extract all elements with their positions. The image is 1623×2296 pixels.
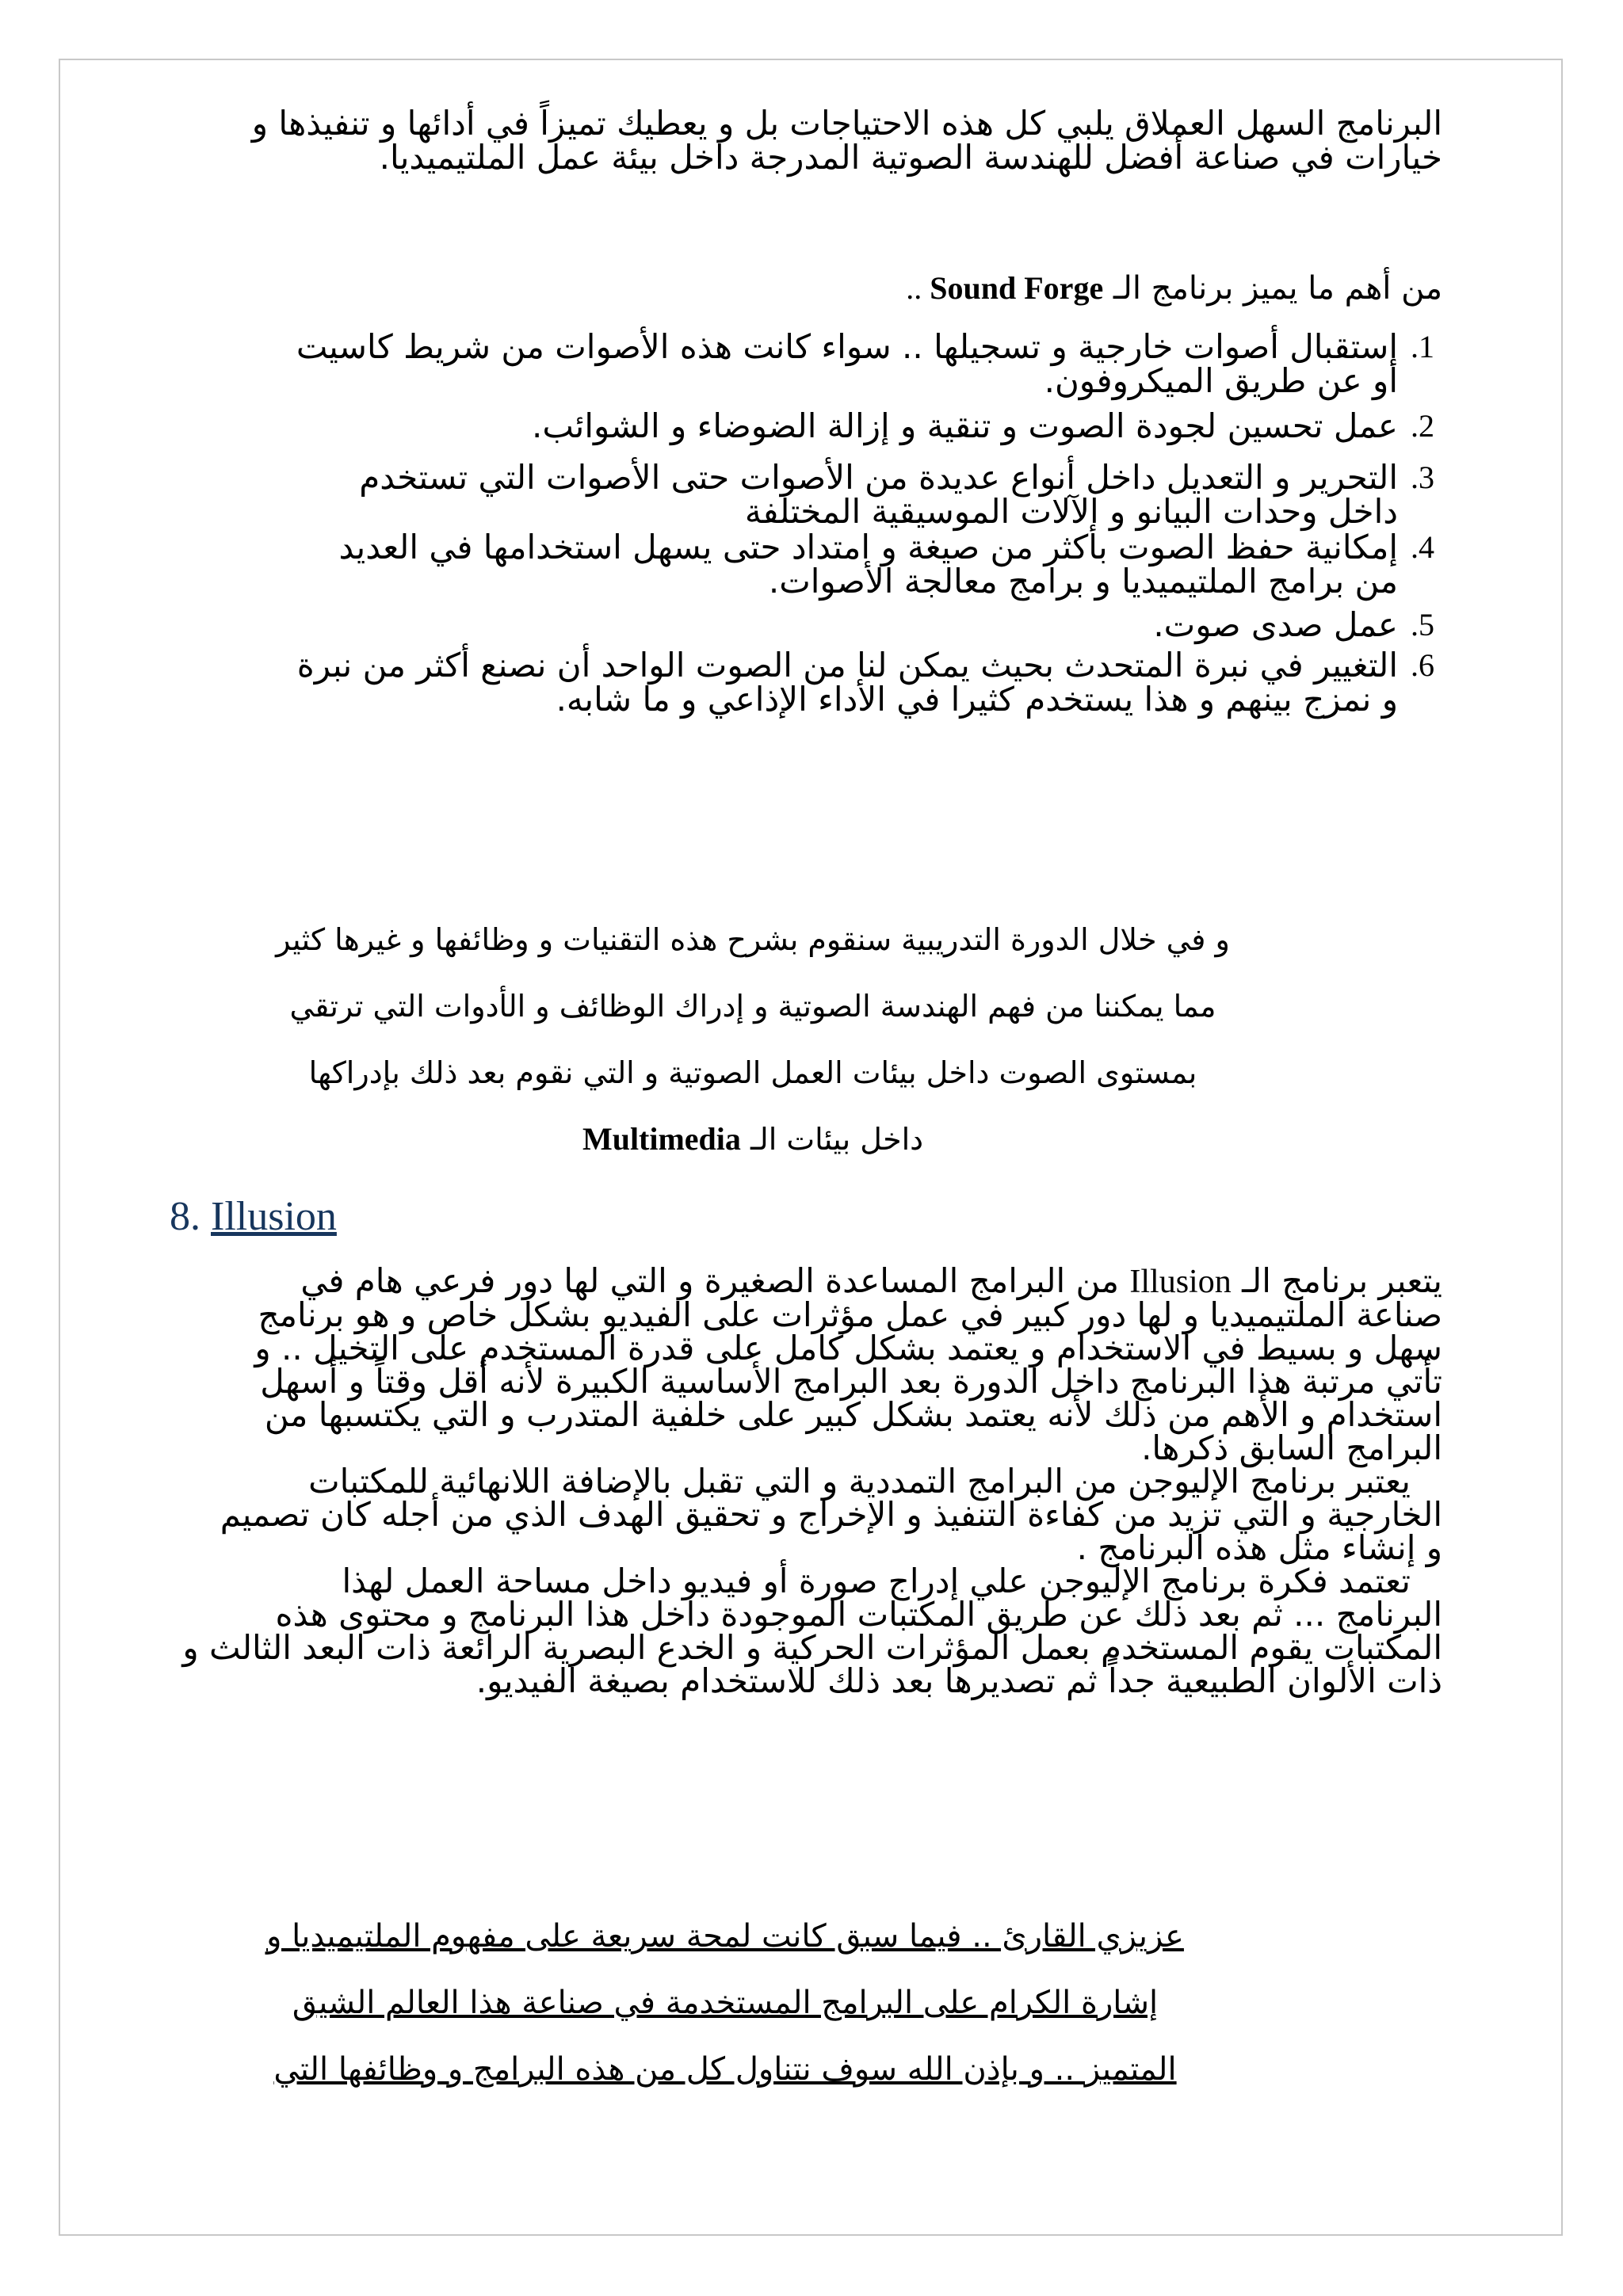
list-item-text: عمل تحسين لجودة الصوت و تنقية و إزالة الضوضاء و الشوائب. — [532, 406, 1398, 445]
illusion-line: صناعة الملتيميديا و لها دور كبير في عمل مؤثرات على الفيديو بشكل خاص و هو برنامج — [258, 1295, 1442, 1334]
list-item-text: إستقبال أصوات خارجية و تسجيلها .. سواء كانت هذه الأصوات من شريط كاسيت — [296, 327, 1398, 366]
illusion-line: الخارجية و التي تزيد من كفاءة التنفيذ و الإخراج و تحقيق الهدف الذي من أجله كان تصميم — [220, 1495, 1442, 1534]
list-number: 4. — [1411, 529, 1434, 565]
list-item-text: إمكانية حفظ الصوت بأكثر من صيغة و امتداد حتى يسهل استخدامها في العديد — [338, 528, 1398, 566]
list-item — [166, 646, 1434, 719]
list-number: 3. — [1411, 460, 1434, 495]
section-title-link[interactable]: Illusion — [211, 1194, 337, 1239]
list-number: 6. — [1411, 647, 1434, 683]
closing-paragraph — [28, 1903, 1423, 2103]
list-item-text: عمل صدى صوت. — [1153, 605, 1398, 644]
illusion-line: البرامج السابق ذكرها. — [1141, 1428, 1442, 1467]
illusion-line: المكتبات يقوم المستخدم بعمل المؤثرات الحركية و الخدع البصرية الرائعة ذات البعد الثالث و — [182, 1628, 1442, 1667]
list-item-text: التغيير في نبرة المتحدث بحيث يمكن لنا من الصوت الواحد أن نصنع أكثر من نبرة — [296, 646, 1398, 685]
course-line: مما يمكننا من فهم الهندسة الصوتية و إدراك الوظائف و الأدوات التي ترتقي — [289, 989, 1216, 1024]
feature-list — [166, 327, 1434, 719]
illusion-line: و إنشاء مثل هذه البرنامج . — [1076, 1528, 1442, 1567]
intro-line: البرنامج السهل العملاق يلبي كل هذه الاحتياجات بل و يعطيك تميزاً في أدائها و تنفيذها و — [251, 104, 1442, 143]
course-paragraph — [40, 906, 1466, 1173]
closing-line: إشارة الكرام على البرامج المستخدمة في صناعة هذا العالم الشيق — [292, 1985, 1159, 2021]
list-item — [166, 327, 1434, 400]
list-item — [166, 406, 1434, 445]
illusion-line: استخدام و الأهم من ذلك لأنه يعتمد بشكل كبير على خلفية المتدرب و التي يكتسبها من — [264, 1395, 1442, 1434]
list-item-text: من برامج الملتيميديا و برامج معالجة الأصوات. — [768, 562, 1398, 601]
course-line-last — [40, 1106, 1466, 1173]
list-item-text: داخل وحدات البيانو و الآلات الموسيقية المختلفة — [744, 492, 1398, 531]
illusion-line: ذات الألوان الطبيعية جداً ثم تصديرها بعد ذلك للاستخدام بصيغة الفيديو. — [475, 1661, 1442, 1700]
illusion-line-prefix: يتعبر برنامج الـ — [1242, 1261, 1442, 1300]
list-item — [166, 528, 1434, 601]
list-number: 1. — [1411, 329, 1434, 364]
course-line: بمستوى الصوت داخل بيئات العمل الصوتية و التي نقوم بعد ذلك بإدراكها — [308, 1055, 1197, 1090]
course-last-text: داخل بيئات الـ — [750, 1122, 924, 1157]
illusion-paragraph — [32, 1261, 1442, 1700]
illusion-line-suffix: من البرامج المساعدة الصغيرة و التي لها دور فرعي هام في — [300, 1261, 1120, 1300]
features-heading-suffix: .. — [906, 270, 930, 306]
list-item-text: أو عن طريق الميكروفون. — [1044, 361, 1398, 400]
section-number: 8. — [170, 1194, 200, 1239]
illusion-term: Illusion — [1129, 1264, 1232, 1300]
list-number: 2. — [1411, 408, 1434, 444]
course-line: و في خلال الدورة التدريبية سنقوم بشرح هذه التقنيات و وظائفها و غيرها كثير — [276, 922, 1230, 957]
section-heading — [170, 1193, 337, 1240]
list-item-text: التحرير و التعديل داخل أنواع عديدة من الأصوات حتى الأصوات التي تستخدم — [359, 458, 1398, 497]
illusion-line: يعتبر برنامج الإليوجن من البرامج التمددية و التي تقبل بالإضافة اللانهائية للمكتبات — [308, 1462, 1411, 1501]
list-number: 5. — [1411, 607, 1434, 643]
product-name: Sound Forge — [930, 270, 1104, 306]
illusion-first-line — [32, 1261, 1442, 1300]
illusion-line: سهل و بسيط في الاستخدام و يعتمد بشكل كامل على قدرة المستخدم على التخيل .. و — [254, 1329, 1442, 1367]
list-item-text: و نمزج بينهم و هذا يستخدم كثيرا في الأداء الإذاعي و ما شابه. — [556, 680, 1398, 719]
multimedia-term: Multimedia — [582, 1121, 741, 1157]
closing-line: المتميز .. و بإذن الله سوف نتناول كل من هذه البرامج و وظائفها التي — [273, 2051, 1177, 2088]
list-item — [166, 605, 1434, 644]
illusion-line: البرنامج ... ثم بعد ذلك عن طريق المكتبات الموجودة داخل هذا البرنامج و محتوى هذه — [275, 1595, 1442, 1634]
document-page — [59, 59, 1563, 2236]
intro-line: خيارات في صناعة أفضل للهندسة الصوتية المدرجة داخل بيئة عمل الملتيميديا. — [379, 138, 1442, 177]
list-item — [166, 458, 1434, 531]
closing-line: عزيزي القارئ .. فيما سبق كانت لمحة سريعة على مفهوم الملتيميديا و — [266, 1918, 1184, 1955]
features-heading-text: من أهم ما يميز برنامج الـ — [1113, 270, 1442, 307]
intro-paragraph — [111, 104, 1442, 177]
illusion-line: تعتمد فكرة برنامج الإليوجن علي إدراج صورة أو فيديو داخل مساحة العمل لهذا — [342, 1562, 1411, 1600]
features-heading — [174, 265, 1442, 312]
illusion-line: تأتي مرتبة هذا البرنامج داخل الدورة بعد البرامج الأساسية الكبيرة لأنه أقل وقتاً و أسهل — [260, 1362, 1442, 1401]
